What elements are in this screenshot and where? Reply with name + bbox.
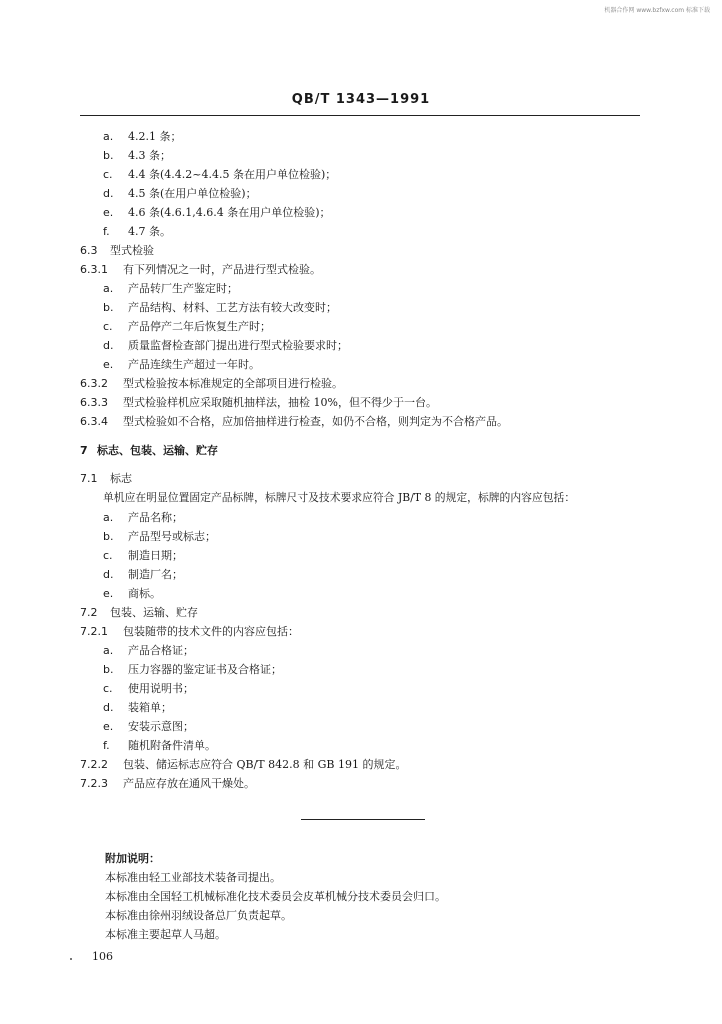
list-text: 产品转厂生产鉴定时； — [128, 282, 238, 295]
list-marker: b. — [103, 301, 114, 314]
section-title: 型式检验 — [110, 244, 154, 257]
list-text: 压力容器的鉴定证书及合格证； — [128, 663, 282, 676]
appendix-line: 本标准由徐州羽绒设备总厂负责起草。 — [105, 909, 292, 922]
document-header: QB/T 1343—1991 — [291, 92, 431, 107]
list-marker: c. — [103, 320, 113, 333]
section-text: 包装随带的技术文件的内容应包括： — [123, 625, 299, 638]
list-text: 使用说明书； — [128, 682, 194, 695]
list-marker: c. — [103, 168, 113, 181]
appendix-line: 本标准由全国轻工机械标准化技术委员会皮革机械分技术委员会归口。 — [105, 890, 446, 903]
list-marker: a. — [103, 130, 114, 143]
list-text: 产品连续生产超过一年时。 — [128, 358, 260, 371]
list-text: 产品结构、材料、工艺方法有较大改变时； — [128, 301, 337, 314]
appendix-line: 本标准由轻工业部技术装备司提出。 — [105, 871, 281, 884]
chapter-title: 标志、包装、运输、贮存 — [97, 444, 218, 457]
header-rule — [80, 115, 640, 116]
section-number: 6.3 — [80, 244, 98, 257]
list-text: 产品合格证； — [128, 644, 194, 657]
appendix-line: 本标准主要起草人马超。 — [105, 928, 226, 941]
list-marker: a. — [103, 511, 114, 524]
list-marker: a. — [103, 644, 114, 657]
list-marker: e. — [103, 720, 114, 733]
list-text: 制造日期； — [128, 549, 183, 562]
section-number: 7.2 — [80, 606, 98, 619]
section-text: 型式检验按本标准规定的全部项目进行检验。 — [123, 377, 343, 390]
section-number: 6.3.2 — [80, 377, 108, 390]
list-marker: e. — [103, 206, 114, 219]
section-text: 包装、储运标志应符合 QB/T 842.8 和 GB 191 的规定。 — [123, 758, 407, 771]
chapter-number: 7 — [80, 444, 88, 457]
section-text: 产品应存放在通风干燥处。 — [123, 777, 255, 790]
list-marker: e. — [103, 358, 114, 371]
list-marker: b. — [103, 149, 114, 162]
section-text: 型式检验如不合格，应加倍抽样进行检查，如仍不合格，则判定为不合格产品。 — [123, 415, 508, 428]
list-text: 4.5 条(在用户单位检验)； — [128, 187, 257, 200]
appendix-title: 附加说明： — [105, 852, 160, 865]
list-marker: d. — [103, 187, 114, 200]
section-number: 7.2.1 — [80, 625, 108, 638]
list-text: 4.2.1 条； — [128, 130, 182, 143]
list-marker: c. — [103, 549, 113, 562]
list-marker: f. — [103, 739, 110, 752]
list-text: 商标。 — [128, 587, 161, 600]
list-text: 产品停产二年后恢复生产时； — [128, 320, 271, 333]
section-number: 6.3.3 — [80, 396, 108, 409]
section-text: 有下列情况之一时，产品进行型式检验。 — [123, 263, 321, 276]
list-marker: b. — [103, 530, 114, 543]
list-marker: d. — [103, 339, 114, 352]
list-text: 4.3 条； — [128, 149, 171, 162]
section-number: 7.1 — [80, 472, 98, 485]
list-marker: d. — [103, 701, 114, 714]
list-marker: a. — [103, 282, 114, 295]
list-marker: e. — [103, 587, 114, 600]
section-text: 型式检验样机应采取随机抽样法，抽检 10%，但不得少于一台。 — [123, 396, 437, 409]
section-number: 7.2.2 — [80, 758, 108, 771]
list-marker: c. — [103, 682, 113, 695]
list-text: 质量监督检查部门提出进行型式检验要求时； — [128, 339, 348, 352]
list-marker: d. — [103, 568, 114, 581]
list-text: 产品名称； — [128, 511, 183, 524]
end-divider — [301, 819, 425, 820]
list-marker: b. — [103, 663, 114, 676]
list-marker: f. — [103, 225, 110, 238]
section-number: 7.2.3 — [80, 777, 108, 790]
list-text: 4.4 条(4.4.2~4.4.5 条在用户单位检验)； — [128, 168, 337, 181]
page-number: 106 — [92, 950, 113, 963]
list-text: 产品型号或标志； — [128, 530, 216, 543]
list-text: 4.7 条。 — [128, 225, 171, 238]
scan-speck — [70, 958, 72, 960]
list-text: 随机附备件清单。 — [128, 739, 216, 752]
corner-watermark: 机器合作网 www.bzfxw.com 标准下载 — [604, 7, 710, 14]
list-text: 4.6 条(4.6.1,4.6.4 条在用户单位检验)； — [128, 206, 331, 219]
list-text: 装箱单； — [128, 701, 172, 714]
section-number: 6.3.1 — [80, 263, 108, 276]
paragraph: 单机应在明显位置固定产品标牌，标牌尺寸及技术要求应符合 JB/T 8 的规定，标牌的内容应包括： — [103, 491, 576, 504]
section-title: 标志 — [110, 472, 132, 485]
list-text: 制造厂名； — [128, 568, 183, 581]
section-title: 包装、运输、贮存 — [110, 606, 198, 619]
section-number: 6.3.4 — [80, 415, 108, 428]
list-text: 安装示意图； — [128, 720, 194, 733]
